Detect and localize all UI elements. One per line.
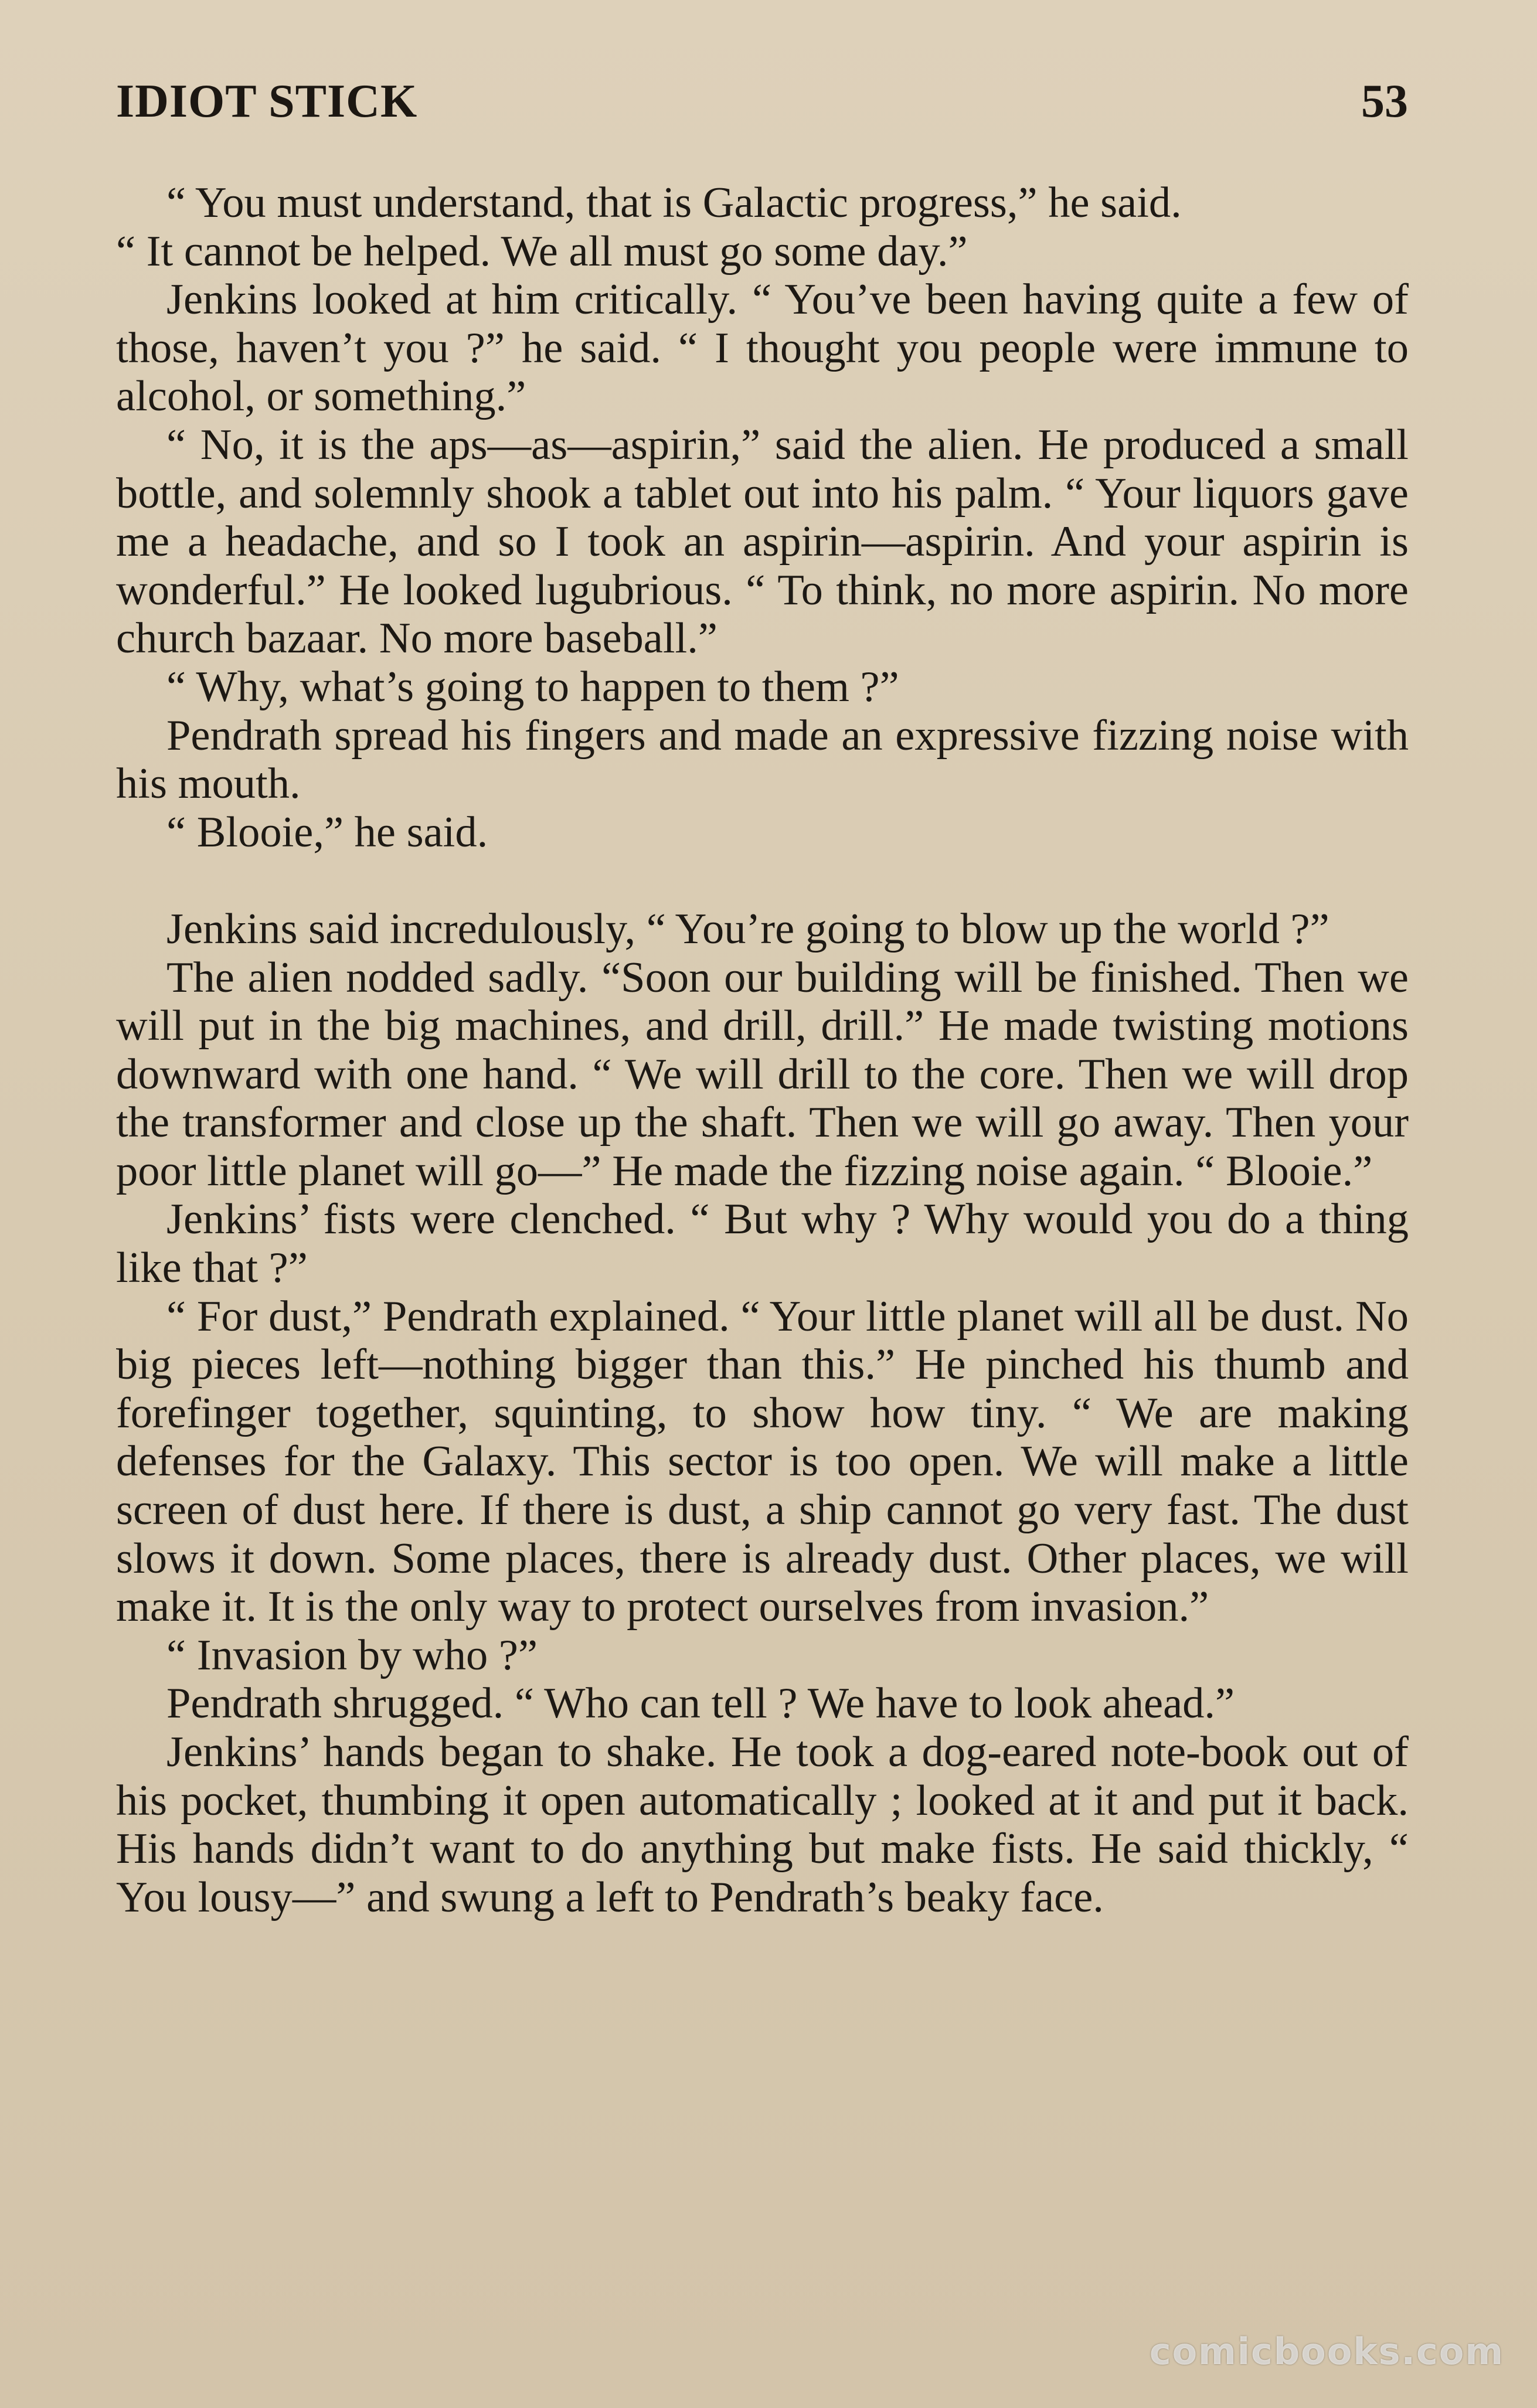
running-title: IDIOT STICK [116,76,418,127]
paragraph: “ Blooie,” he said. [166,808,488,856]
paragraph: “ You must understand, that is Galactic progress,” he said. [166,179,1182,227]
paragraph: Jenkins looked at him critically. “ You’ve been having quite a few of those, haven’t you ?” he said. “ I thought you people were immune to alcohol, or something.” [116,276,1409,421]
page-number: 53 [1361,76,1408,127]
paragraph: The alien nodded sadly. “Soon our building will be finished. Then we will put in the big machines, and drill, drill.” He made twisting motions downward with one hand. “ We will drill to the core. Then we will drop the transformer and close up the shaft. Then we will go away. Then your poor little planet will go—” He made the fizzing noise again. “ Blooie.” [116,953,1409,1195]
running-header [116,75,1408,140]
watermark-text: comicbooks.com [1149,2330,1504,2373]
paragraph: “ For dust,” Pendrath explained. “ Your little planet will all be dust. No big pieces left—nothing bigger than this.” He pinched his thumb and forefinger together, squinting, to show how tiny. “ We are making defenses for the Galaxy. This sector is too open. We will make a little screen of dust here. If there is dust, a ship cannot go very fast. The dust slows it down. Some places, there is already dust. Other places, we will make it. It is the only way to protect ourselves from invasion.” [116,1292,1409,1631]
paragraph: Jenkins’ hands began to shake. He took a dog-eared note-book out of his pocket, thumbing it open automatically ; looked at it and put it back. His hands didn’t want to do anything but make fists. He said thickly, “ You lousy—” and swung a left to Pendrath’s beaky face. [116,1728,1409,1921]
paragraph: Jenkins said incredulously, “ You’re going to blow up the world ?” [166,904,1329,953]
paragraph: “ Why, what’s going to happen to them ?” [166,662,899,711]
paragraph: Pendrath spread his fingers and made an expressive fizzing noise with his mouth. [116,711,1409,808]
paragraph: “ No, it is the aps—as—aspirin,” said the alien. He produced a small bottle, and solemnly shook a tablet out into his palm. “ Your liquors gave me a headache, and so I took an aspirin—aspirin. And your aspirin is wonderful.” He looked lugubrious. “ To think, no more aspirin. No more church bazaar. No more baseball.” [116,420,1409,663]
paragraph: Jenkins’ fists were clenched. “ But why ? Why would you do a thing like that ?” [116,1195,1409,1293]
paragraph: “ Invasion by who ?” [166,1631,538,1679]
paragraph: Pendrath shrugged. “ Who can tell ? We have to look ahead.” [166,1679,1235,1728]
body-text [116,179,1409,1921]
paragraph: “ It cannot be helped. We all must go some day.” [116,227,968,276]
